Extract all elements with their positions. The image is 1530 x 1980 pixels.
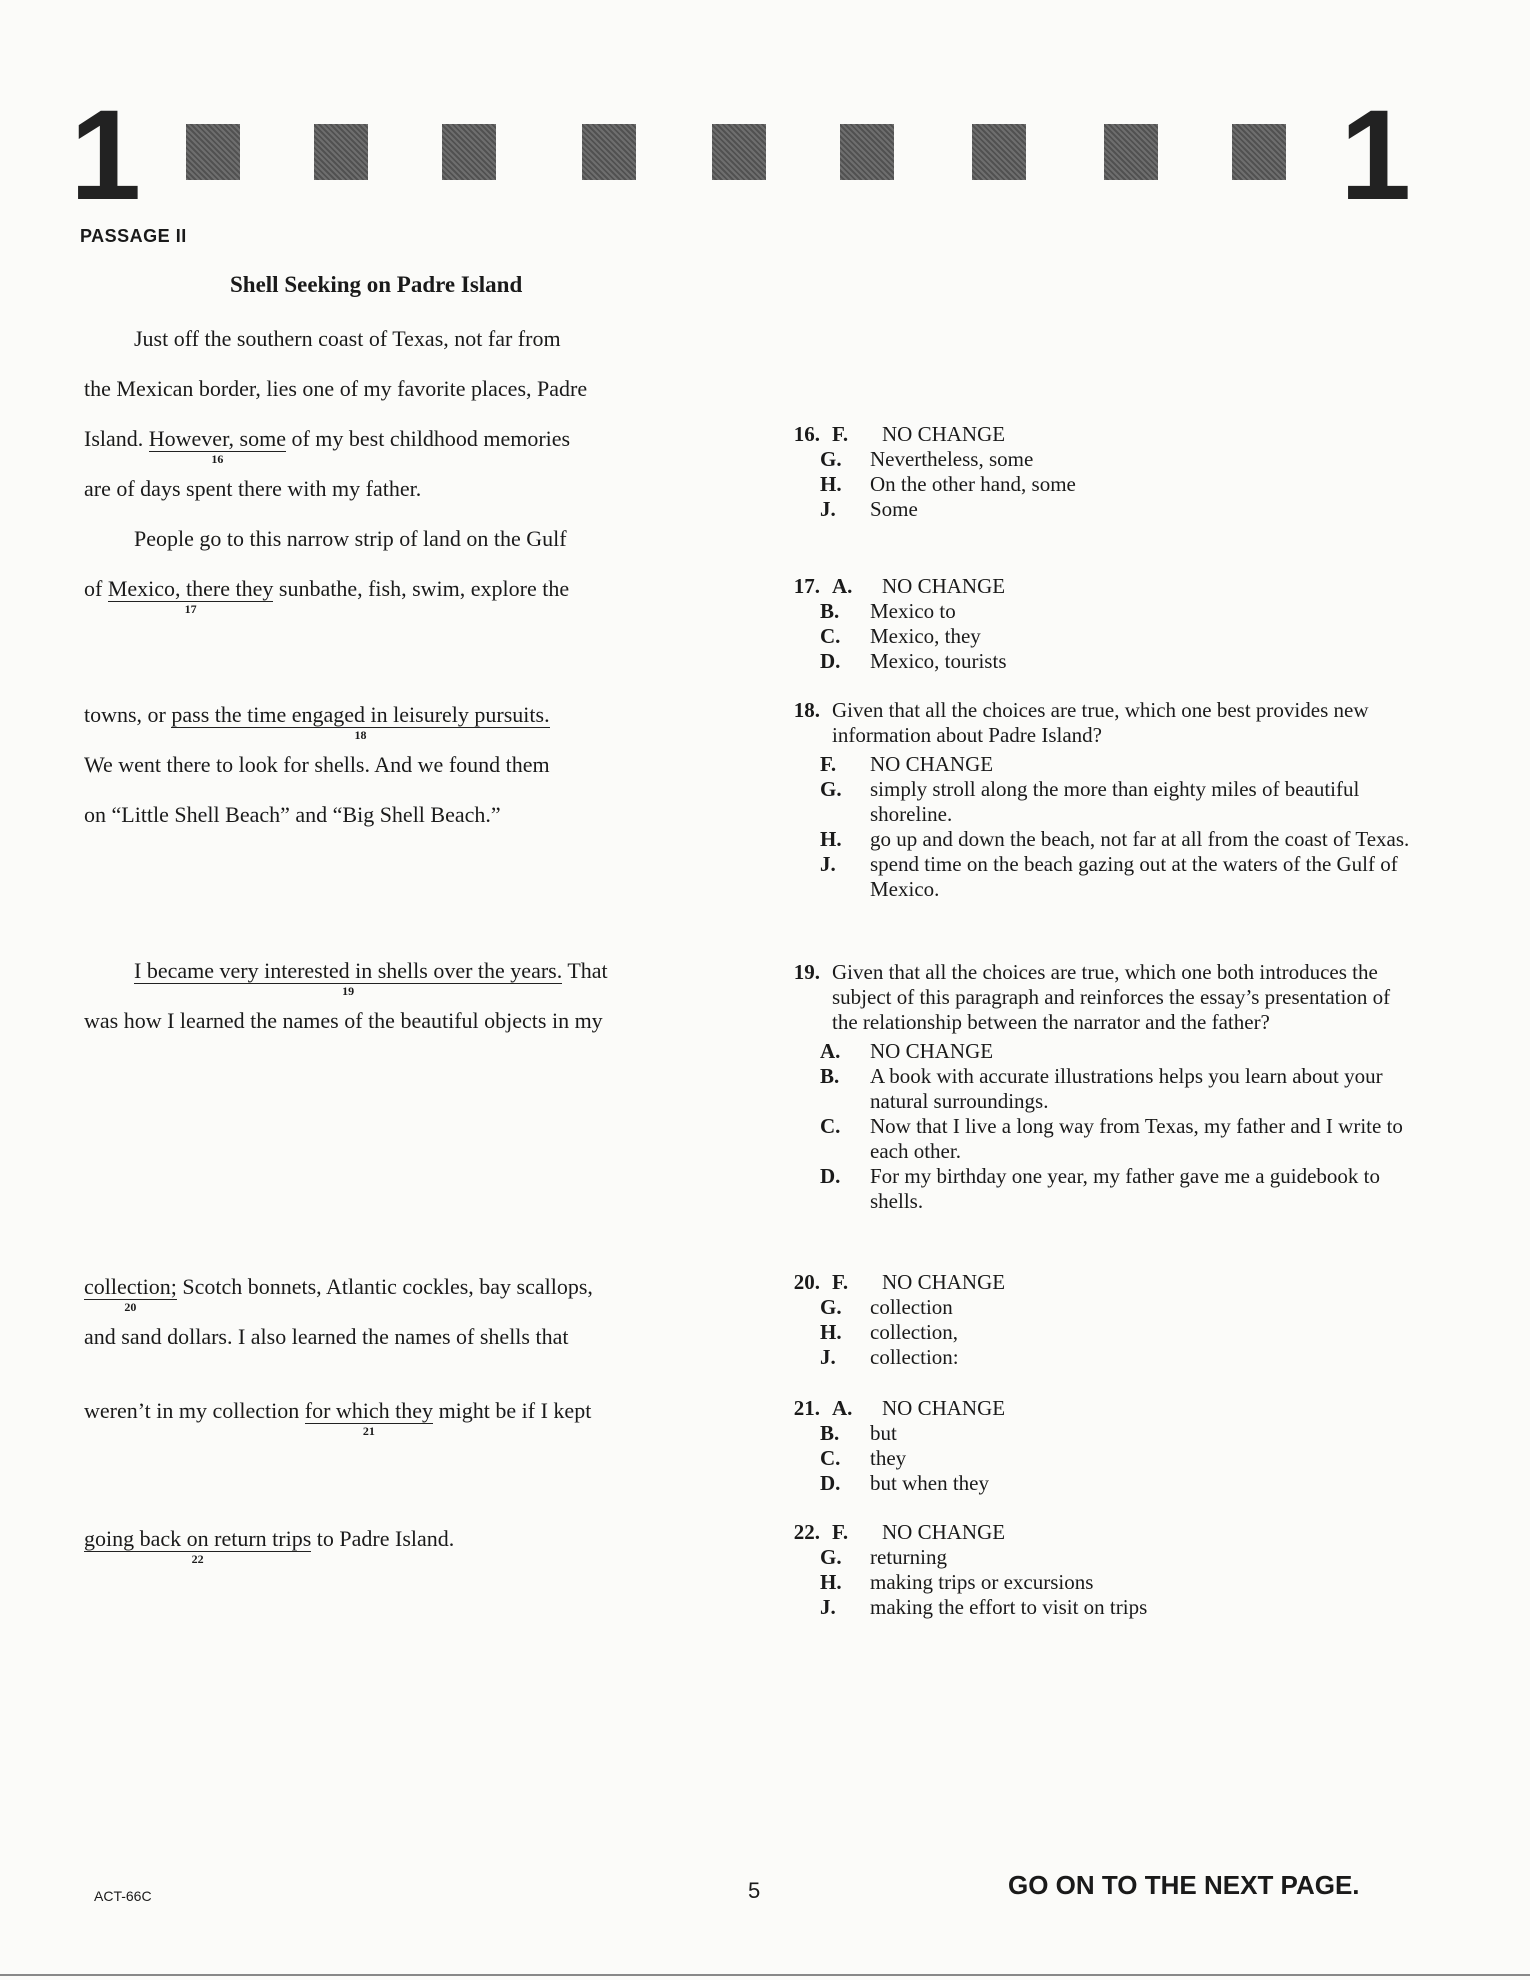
option-letter: D. [820, 1471, 841, 1495]
option-text: NO CHANGE [882, 422, 1006, 446]
header-block [840, 124, 894, 180]
option-letter: B. [820, 1064, 840, 1088]
passage-text-segment: We went there to look for shells. And we found them [84, 752, 550, 777]
passage-text-segment: towns, or [84, 702, 172, 727]
section-number-left: 1 [70, 84, 142, 227]
underlined-text: I became very interested in shells over the years. [134, 958, 563, 983]
passage-text-segment: was how I learned the names of the beautiful objects in my [84, 1008, 603, 1033]
answer-option[interactable] [770, 1520, 1410, 1545]
option-text: NO CHANGE [870, 1039, 994, 1063]
answer-option[interactable] [770, 422, 1410, 447]
option-text: Now that I live a long way from Texas, my father and I write to each other. [870, 1114, 1403, 1163]
option-letter: H. [820, 472, 842, 496]
option-text: go up and down the beach, not far at all from the coast of Texas. [870, 827, 1410, 851]
passage-text-segment: Island. [84, 426, 149, 451]
answer-option[interactable] [770, 1446, 1410, 1471]
answer-option[interactable] [770, 777, 1410, 827]
option-text: Mexico, tourists [870, 649, 1007, 673]
option-text: A book with accurate illustrations helps you learn about your natural surroundings. [870, 1064, 1383, 1113]
next-page-notice: GO ON TO THE NEXT PAGE. [1008, 1870, 1360, 1900]
underlined-portion [107, 576, 274, 616]
option-text: NO CHANGE [882, 574, 1006, 598]
option-letter: H. [820, 1570, 842, 1594]
answer-option[interactable] [770, 1039, 1410, 1064]
question-item [770, 1270, 1410, 1370]
header-block [582, 124, 636, 180]
option-text: NO CHANGE [870, 752, 994, 776]
answer-option[interactable] [770, 1270, 1410, 1295]
answer-option[interactable] [770, 1345, 1410, 1370]
header-block [186, 124, 240, 180]
option-letter: C. [820, 1114, 841, 1138]
option-text: Some [870, 497, 918, 521]
passage-line [84, 702, 550, 742]
passage-line [84, 1008, 603, 1034]
passage-text-segment: Scotch bonnets, Atlantic cockles, bay scallops, [176, 1274, 593, 1299]
passage-text-segment: Just off the southern coast of Texas, not far from [134, 326, 561, 351]
answer-option[interactable] [770, 752, 1410, 777]
question-reference-number: 17 [184, 602, 197, 616]
option-letter: B. [820, 1421, 840, 1445]
option-text: On the other hand, some [870, 472, 1076, 496]
option-letter: D. [820, 1164, 841, 1188]
option-letter: G. [820, 1545, 842, 1569]
option-letter: C. [820, 1446, 841, 1470]
header-block [972, 124, 1026, 180]
answer-option[interactable] [770, 1064, 1410, 1114]
passage-line [84, 426, 571, 466]
underlined-text: Mexico, there they [107, 576, 274, 601]
underlined-portion [304, 1398, 434, 1438]
question-number: 21. [793, 1396, 820, 1420]
answer-option[interactable] [770, 447, 1410, 472]
question-item [770, 1520, 1410, 1620]
option-letter: F. [832, 1270, 849, 1294]
passage-text-segment: the Mexican border, lies one of my favorite places, Padre [84, 376, 588, 401]
passage-text-segment: That [562, 958, 608, 983]
option-text: making the effort to visit on trips [870, 1595, 1148, 1619]
passage-text-segment: on “Little Shell Beach” and “Big Shell Beach.” [84, 802, 501, 827]
answer-option[interactable] [770, 599, 1410, 624]
option-text: NO CHANGE [882, 1270, 1006, 1294]
question-stem-text: Given that all the choices are true, which one best provides new information about Padre Island? [832, 698, 1369, 747]
option-letter: G. [820, 447, 842, 471]
option-letter: D. [820, 649, 841, 673]
answer-option[interactable] [770, 472, 1410, 497]
option-text: spend time on the beach gazing out at the waters of the Gulf of Mexico. [870, 852, 1398, 901]
question-number: 19. [793, 960, 820, 984]
passage-text-segment: to Padre Island. [311, 1526, 455, 1551]
question-item [770, 698, 1410, 902]
option-letter: J. [820, 497, 836, 521]
passage-line [84, 752, 550, 778]
question-number: 16. [793, 422, 820, 446]
question-number: 17. [793, 574, 820, 598]
option-text: NO CHANGE [882, 1396, 1006, 1420]
passage-line [134, 526, 567, 552]
page-number: 5 [748, 1878, 761, 1903]
option-letter: F. [832, 422, 849, 446]
option-text: Mexico to [870, 599, 956, 623]
passage-line [134, 958, 608, 998]
passage-text-segment: sunbathe, fish, swim, explore the [273, 576, 570, 601]
question-reference-number: 22 [191, 1552, 204, 1566]
header-block [314, 124, 368, 180]
answer-option[interactable] [770, 827, 1410, 852]
answer-option[interactable] [770, 1471, 1410, 1496]
underlined-portion [148, 426, 286, 466]
option-letter: H. [820, 827, 842, 851]
question-item [770, 960, 1410, 1214]
form-code: ACT-66C [94, 1888, 152, 1904]
answer-option[interactable] [770, 1396, 1410, 1421]
option-letter: G. [820, 1295, 842, 1319]
underlined-text: for which they [304, 1398, 434, 1423]
answer-option[interactable] [770, 624, 1410, 649]
section-number-right: 1 [1340, 84, 1412, 227]
answer-option[interactable] [770, 649, 1410, 674]
option-text: but [870, 1421, 897, 1445]
underlined-portion [84, 1526, 312, 1566]
underlined-text: However, some [148, 426, 286, 451]
question-reference-number: 20 [124, 1300, 137, 1314]
underlined-portion [84, 1274, 177, 1314]
passage-line [84, 1324, 568, 1350]
answer-option[interactable] [770, 1114, 1410, 1164]
answer-option[interactable] [770, 1570, 1410, 1595]
option-letter: F. [820, 752, 837, 776]
option-letter: B. [820, 599, 840, 623]
option-text: but when they [870, 1471, 989, 1495]
question-number: 20. [793, 1270, 820, 1294]
option-letter: F. [832, 1520, 849, 1544]
option-letter: J. [820, 1595, 836, 1619]
option-letter: G. [820, 777, 842, 801]
answer-option[interactable] [770, 1320, 1410, 1345]
question-reference-number: 19 [342, 984, 355, 998]
passage-text-segment: are of days spent there with my father. [84, 476, 422, 501]
question-reference-number: 18 [354, 728, 367, 742]
option-text: collection, [870, 1320, 959, 1344]
option-letter: C. [820, 624, 841, 648]
option-letter: J. [820, 1345, 836, 1369]
question-reference-number: 16 [211, 452, 224, 466]
header-block [712, 124, 766, 180]
underlined-portion [171, 702, 550, 742]
question-number: 22. [793, 1520, 820, 1544]
option-text: Mexico, they [870, 624, 981, 648]
header-block [442, 124, 496, 180]
header-block [1104, 124, 1158, 180]
passage-title: Shell Seeking on Padre Island [230, 272, 523, 297]
option-text: making trips or excursions [870, 1570, 1094, 1594]
passage-label: PASSAGE II [80, 226, 187, 246]
passage-line [84, 802, 501, 828]
option-letter: A. [832, 1396, 853, 1420]
passage-line [84, 1274, 593, 1314]
answer-option[interactable] [770, 497, 1410, 522]
question-reference-number: 21 [362, 1424, 375, 1438]
option-letter: H. [820, 1320, 842, 1344]
passage-text-segment: People go to this narrow strip of land on the Gulf [134, 526, 567, 551]
header-block-row [186, 124, 1316, 182]
option-text: returning [870, 1545, 947, 1569]
passage-line [134, 326, 561, 352]
passage-line [84, 476, 421, 502]
passage-text-segment: might be if I kept [433, 1398, 592, 1423]
underlined-text: going back on return trips [84, 1526, 312, 1551]
passage-text-segment: and sand dollars. I also learned the names of shells that [84, 1324, 569, 1349]
underlined-text: collection; [84, 1274, 177, 1299]
underlined-text: pass the time engaged in leisurely pursuits. [171, 702, 550, 727]
option-letter: J. [820, 852, 836, 876]
passage-text-segment: weren’t in my collection [84, 1398, 305, 1423]
bottom-rule [0, 1974, 1530, 1976]
option-text: they [870, 1446, 907, 1470]
answer-option[interactable] [770, 1595, 1410, 1620]
option-text: NO CHANGE [882, 1520, 1006, 1544]
answer-option[interactable] [770, 574, 1410, 599]
passage-line [84, 576, 570, 616]
question-item [770, 422, 1410, 522]
answer-option[interactable] [770, 1545, 1410, 1570]
option-text: For my birthday one year, my father gave me a guidebook to shells. [870, 1164, 1381, 1213]
question-number: 18. [793, 698, 820, 722]
option-text: Nevertheless, some [870, 447, 1034, 471]
header-block [1232, 124, 1286, 180]
answer-option[interactable] [770, 1295, 1410, 1320]
passage-line [84, 1526, 455, 1566]
question-item [770, 1396, 1410, 1496]
question-item [770, 574, 1410, 674]
answer-option[interactable] [770, 1421, 1410, 1446]
option-text: simply stroll along the more than eighty miles of beautiful shoreline. [870, 777, 1360, 826]
option-text: collection: [870, 1345, 959, 1369]
question-stem [770, 698, 1410, 748]
option-letter: A. [832, 574, 853, 598]
passage-text-segment: of [84, 576, 108, 601]
question-stem [770, 960, 1410, 1035]
passage-line [84, 1398, 592, 1438]
underlined-portion [134, 958, 563, 998]
answer-option[interactable] [770, 852, 1410, 902]
answer-option[interactable] [770, 1164, 1410, 1214]
passage-text-segment: of my best childhood memories [285, 426, 571, 451]
passage-line [84, 376, 587, 402]
option-text: collection [870, 1295, 953, 1319]
option-letter: A. [820, 1039, 841, 1063]
question-stem-text: Given that all the choices are true, which one both introduces the subject of this paragraph and reinforces the essay’s presentation of the relationship between the narrator and the father? [832, 960, 1391, 1034]
